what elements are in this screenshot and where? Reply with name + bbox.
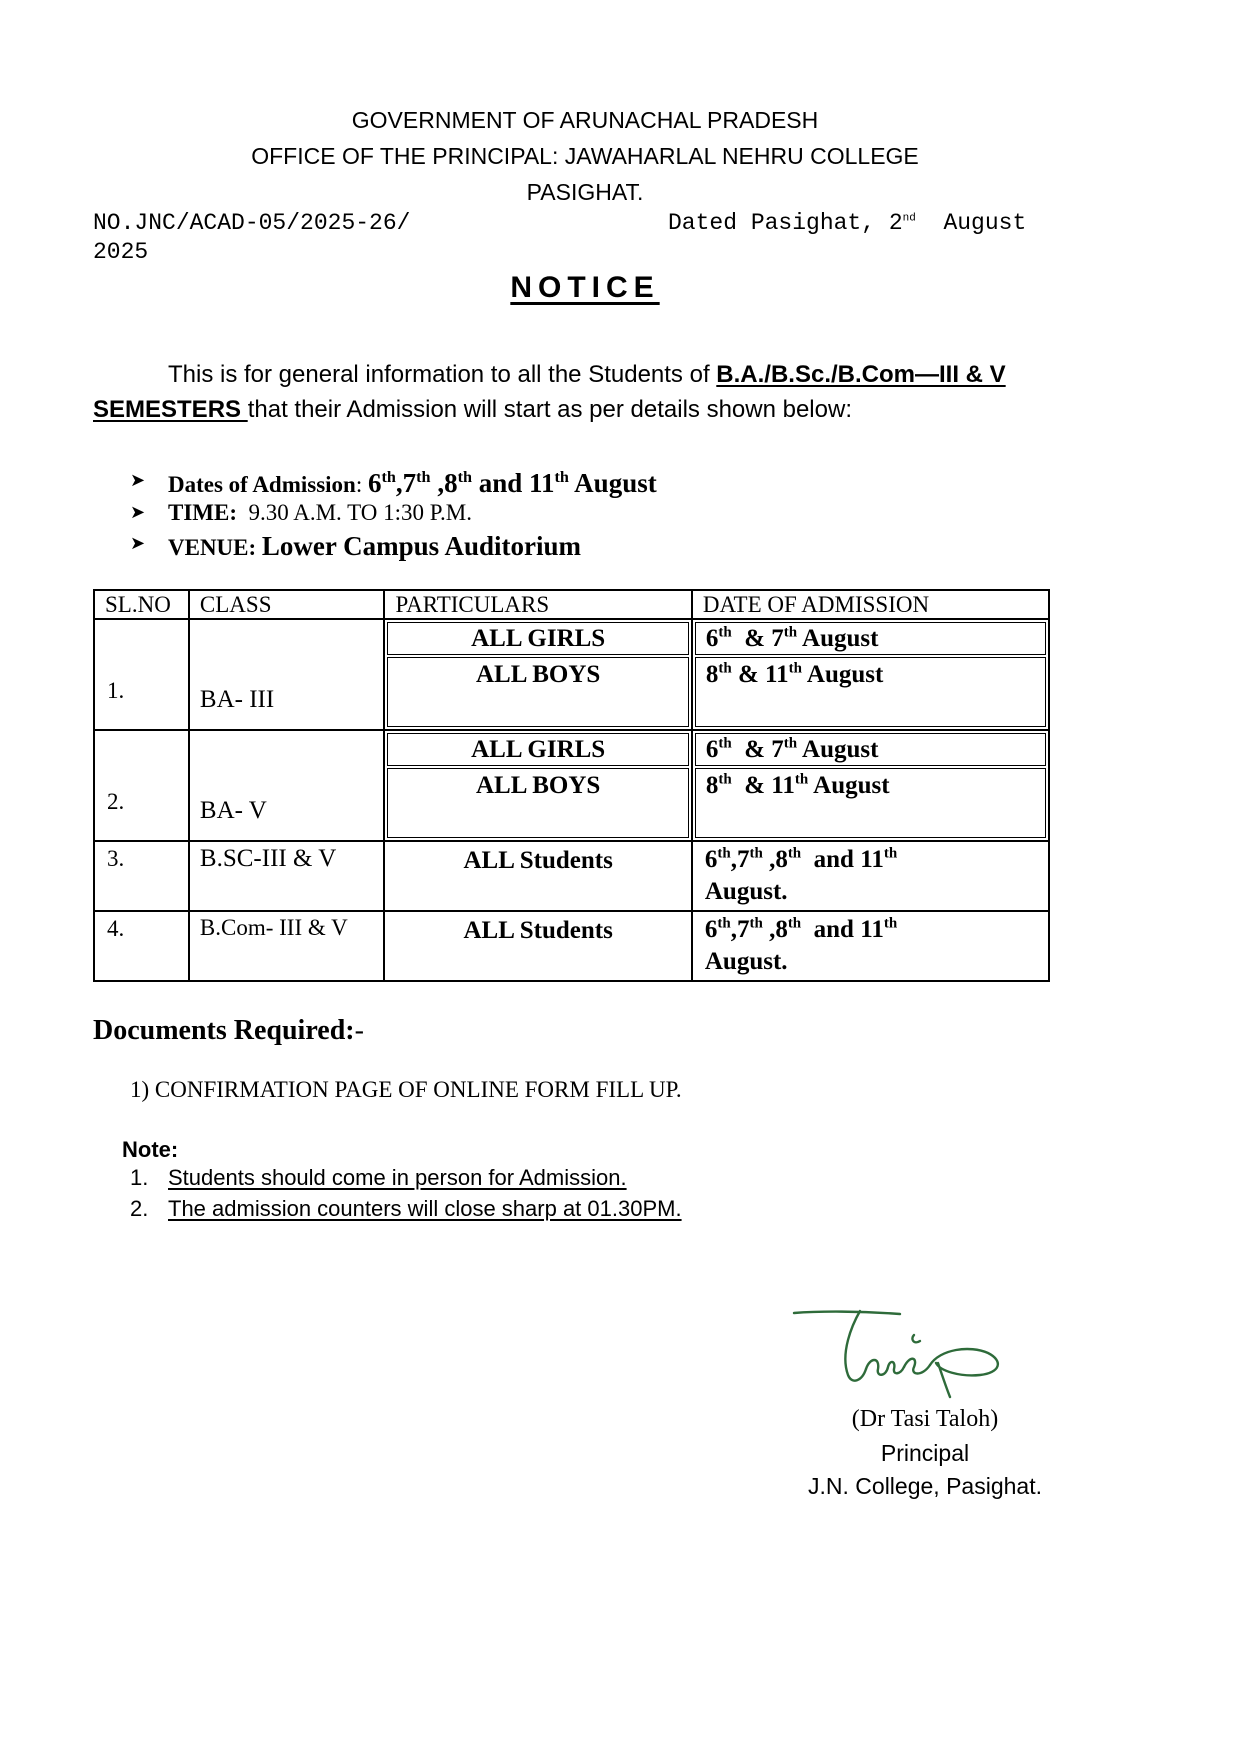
arrow-bullet-icon: ➤: [130, 502, 146, 522]
particulars-girls: ALL GIRLS: [387, 622, 688, 655]
cell-slno: [94, 730, 189, 841]
header-line-office: OFFICE OF THE PRINCIPAL: JAWAHARLAL NEHRU COLLEGE: [251, 143, 919, 169]
arrow-bullet-icon: ➤: [130, 533, 146, 553]
header-line-government: GOVERNMENT OF ARUNACHAL PRADESH: [351, 107, 819, 133]
particulars-boys: ALL BOYS: [387, 768, 688, 838]
date-boys: 8th & 11th August: [695, 768, 1046, 838]
note-number: 2.: [130, 1196, 149, 1221]
particulars-students: ALL Students: [463, 847, 613, 874]
cell-date: [692, 619, 1049, 730]
intro-text-end: that their Admission will start as per details shown below:: [247, 396, 852, 423]
date-boys: 8th & 11th August: [695, 657, 1046, 727]
class-text: BA- V: [199, 797, 267, 824]
class-text: BA- III: [199, 686, 275, 713]
time-bullet: [130, 500, 657, 531]
particulars-boys: ALL BOYS: [387, 657, 688, 727]
arrow-bullet-icon: ➤: [130, 470, 146, 490]
cell-particulars: [384, 730, 691, 841]
signatory-office: J.N. College, Pasighat.: [808, 1473, 1042, 1499]
date-line2: August.: [704, 878, 788, 905]
intro-paragraph: [93, 357, 1083, 427]
note-item: [130, 1196, 682, 1227]
cell-slno: [94, 911, 189, 981]
venue-bullet: [130, 531, 657, 565]
particulars-girls: ALL GIRLS: [387, 733, 688, 766]
table-row: [94, 911, 1049, 981]
reference-date-sup: nd: [902, 212, 916, 225]
note-list: [130, 1165, 682, 1227]
dates-label: Dates of Admission: [168, 472, 356, 497]
admission-details-list: [130, 468, 657, 565]
notice-title: NOTICE: [510, 271, 660, 304]
table-header-row: [94, 590, 1049, 619]
cell-class: [189, 841, 385, 911]
cell-class: [189, 730, 385, 841]
header-particulars: PARTICULARS: [384, 590, 691, 619]
table-row: [94, 730, 1049, 841]
table-row: [94, 619, 1049, 730]
note-text: The admission counters will close sharp at 01.30PM.: [168, 1196, 682, 1221]
header-slno: SL.NO: [94, 590, 189, 619]
venue-value: Lower Campus Auditorium: [261, 531, 581, 561]
venue-label: VENUE:: [168, 535, 257, 560]
cell-slno: [94, 619, 189, 730]
reference-year: 2025: [93, 239, 149, 265]
slno-text: 3.: [107, 846, 125, 871]
slno-text: 2.: [107, 789, 125, 814]
signatory-designation: Principal: [880, 1440, 970, 1466]
note-heading: Note:: [122, 1137, 179, 1162]
cell-class: [189, 619, 385, 730]
date-students: 6th,7th ,8th and 11th August.: [704, 915, 898, 975]
documents-heading-text: Documents Required:: [93, 1015, 355, 1046]
reference-number: NO.JNC/ACAD-05/2025-26/: [93, 210, 411, 236]
date-girls: 6th & 7th August: [695, 733, 1046, 766]
note-number: 1.: [130, 1165, 149, 1190]
cell-class: [189, 911, 385, 981]
date-girls: 6th & 7th August: [695, 622, 1046, 655]
principal-signature: [790, 1305, 1020, 1410]
reference-date-month: August: [943, 210, 1027, 236]
header-date: DATE OF ADMISSION: [692, 590, 1049, 619]
cell-date: [692, 730, 1049, 841]
date-line2: August.: [704, 948, 788, 975]
date-students: 6th,7th ,8th and 11th August.: [704, 845, 898, 905]
documents-heading-suffix: -: [354, 1015, 364, 1046]
class-text: B.SC-III & V: [199, 845, 337, 872]
header-line-place: PASIGHAT.: [526, 179, 644, 205]
documents-item: 1) CONFIRMATION PAGE OF ONLINE FORM FILL UP.: [130, 1077, 682, 1102]
cell-slno: [94, 841, 189, 911]
cell-date: [692, 911, 1049, 981]
time-label: TIME:: [168, 500, 237, 525]
header-class: CLASS: [189, 590, 385, 619]
time-value: 9.30 A.M. TO 1:30 P.M.: [248, 500, 472, 525]
cell-particulars: [384, 841, 691, 911]
slno-text: 1.: [107, 678, 125, 703]
cell-date: [692, 841, 1049, 911]
table-row: [94, 841, 1049, 911]
intro-text-start: This is for general information to all the Students of: [168, 361, 717, 388]
reference-date-prefix: Dated Pasighat, 2: [668, 210, 903, 236]
admission-schedule-table: [93, 589, 1050, 982]
note-text: Students should come in person for Admission.: [168, 1165, 627, 1190]
cell-particulars: [384, 911, 691, 981]
slno-text: 4.: [107, 916, 125, 941]
dates-value: 6th,7th ,8th and 11th August: [368, 468, 657, 498]
reference-date: [668, 210, 1026, 236]
particulars-students: ALL Students: [463, 917, 613, 944]
documents-heading: [93, 1015, 364, 1047]
dates-bullet: ➤ Dates of Admission: 6th,7th ,8th and 11th August: [130, 468, 657, 498]
signatory-name: (Dr Tasi Taloh): [851, 1406, 999, 1432]
note-item: [130, 1165, 682, 1196]
cell-particulars: [384, 619, 691, 730]
class-text: B.Com- III & V: [199, 915, 348, 940]
intro-semesters: B.A./B.Sc./B.Com—III & V SEMESTERS: [93, 361, 1006, 423]
